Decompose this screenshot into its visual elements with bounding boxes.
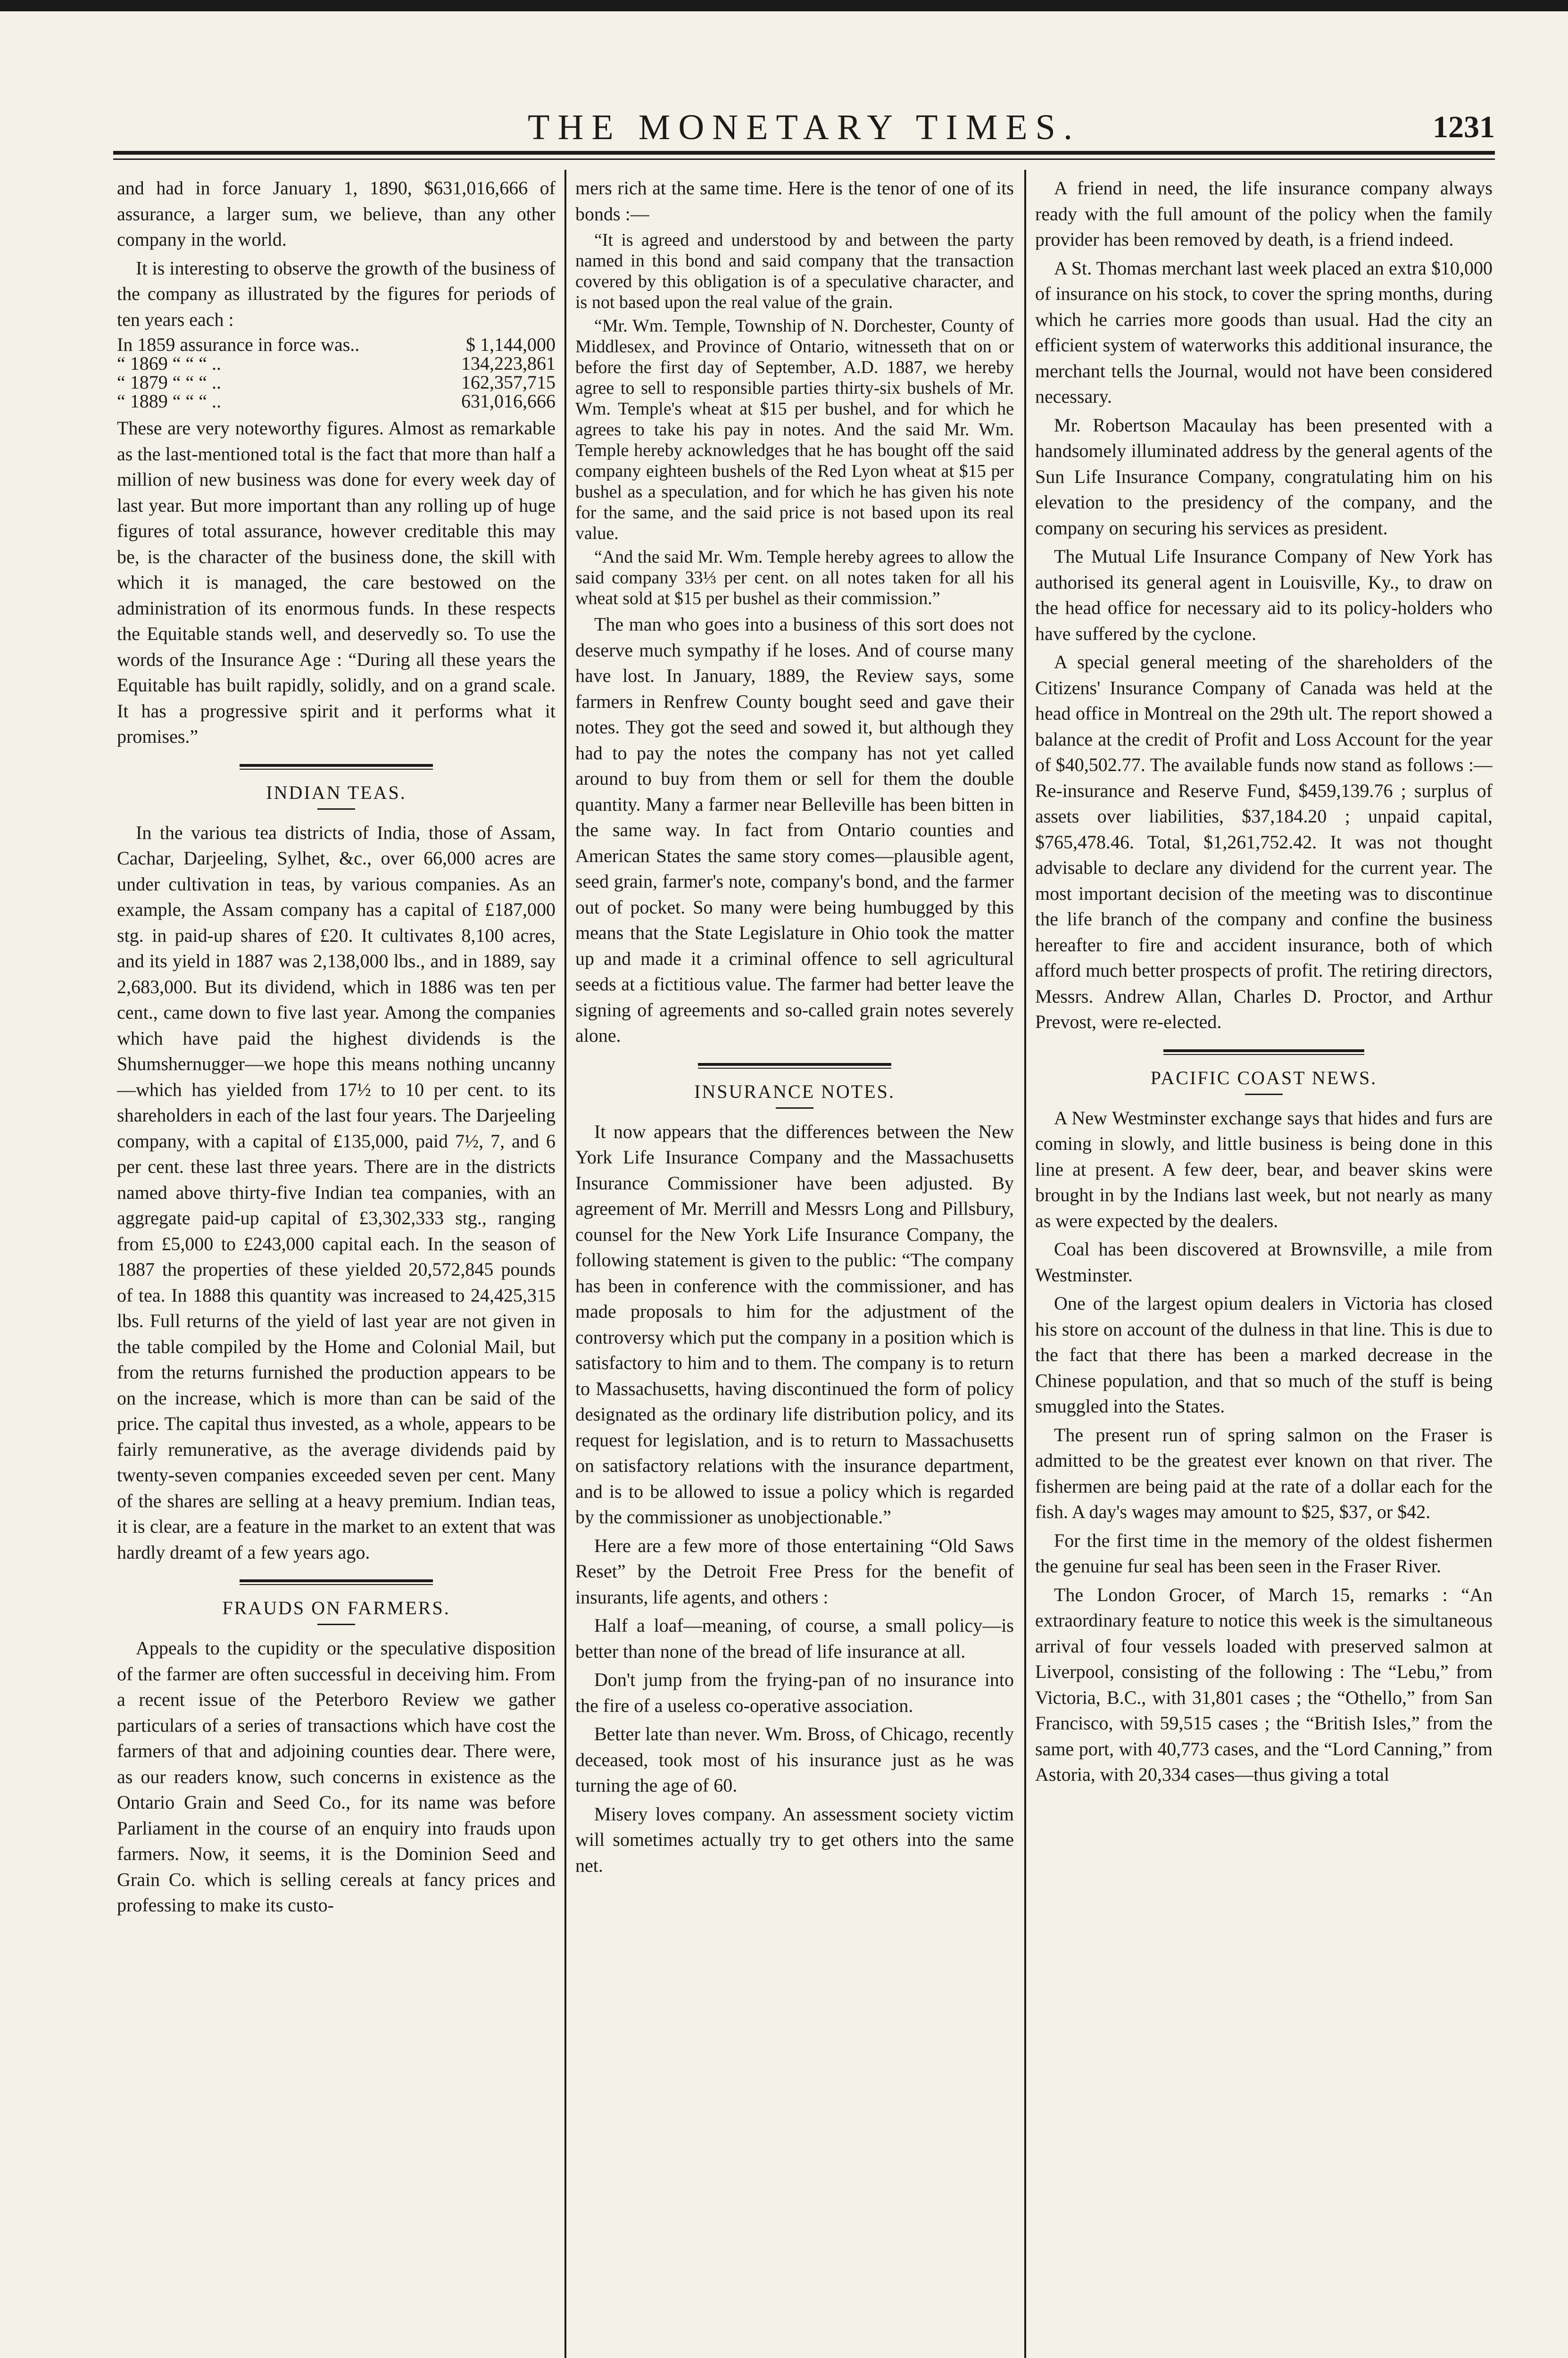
row-value: 631,016,666 bbox=[461, 390, 556, 412]
assurance-growth-table bbox=[117, 335, 556, 411]
column-divider-1 bbox=[564, 170, 566, 2358]
section-heading: INSURANCE NOTES. bbox=[694, 1080, 895, 1102]
article-paragraph: Don't jump from the frying-pan of no insurance into the fire of a useless co-operative association. bbox=[575, 1669, 1014, 1716]
table-row bbox=[117, 373, 556, 392]
heading-dash bbox=[1245, 1094, 1283, 1095]
row-value: $ 1,144,000 bbox=[466, 334, 556, 355]
article-paragraph: In the various tea districts of India, those of Assam, Cachar, Darjeeling, Sylhet, &c., over 66,000 acres are under cultivation in teas, by various companies. As an example, the Assam company has a capital of £187,000 stg. in paid-up shares of £20. It cultivates 8,100 acres, and its yield in 1887 was 2,138,000 lbs., and in 1889, say 2,683,000. But its dividend, which in 1886 was ten per cent., came down to five last year. Among the companies which have paid the highest dividends is the Shumshernugger—we hope this means nothing uncanny—which has yielded from 17½ to 10 per cent. to its shareholders in each of the last four years. The Darjeeling company, with a capital of £135,000, paid 7½, 7, and 6 per cent. these last three years. There are in the districts named above thirty-five Indian tea companies, with an aggregate paid-up capital of £3,302,333 stg., ranging from £5,000 to £243,000 capital each. In the season of 1887 the properties of these yielded 20,572,845 pounds of tea. In 1888 this quantity was increased to 24,425,315 lbs. Full returns of the yield of last year are not given in the table compiled by the Home and Colonial Mail, but from the returns furnished the production appears to be on the increase, which is more than can be said of the price. The capital thus invested, as a whole, appears to be fairly remunerative, as the average dividends paid by twenty-seven companies exceeded seven per cent. Many of the shares are selling at a heavy premium. Indian teas, it is clear, are a feature in the market to an extent that was hardly dreamt of a few years ago. bbox=[117, 822, 556, 1563]
article-paragraph: mers rich at the same time. Here is the tenor of one of its bonds :— bbox=[575, 177, 1014, 224]
article-paragraph: A friend in need, the life insurance company always ready with the full amount of the policy when the family provider has been removed by death, is a friend indeed. bbox=[1035, 177, 1493, 250]
article-paragraph: The Mutual Life Insurance Company of New York has authorised its general agent in Louisville, Ky., to draw on the head office for necessary aid to its policy-holders who have suffered by the cyclone. bbox=[1035, 546, 1493, 644]
header-rule-thin bbox=[113, 158, 1495, 160]
article-paragraph: The man who goes into a business of this sort does not deserve much sympathy if he loses. And of course many have lost. In January, 1889, the Review says, some farmers in Renfrew County bought seed and gave their notes. They got the seed and sowed it, but although they had to pay the notes the company has not yet called around to buy from them or sell for them the double quantity. Many a farmer near Belleville has been bitten in the same way. In fact from Ontario counties and American States the same story comes—plausible agent, seed grain, farmer's note, company's bond, and the farmer out of pocket. So many were being humbugged by this means that the State Legislature in Ohio took the matter up and made it a criminal offence to sell agricultural seeds at a fictitious value. The farmer had better leave the signing of agreements and so-called grain notes severely alone. bbox=[575, 614, 1014, 1046]
article-paragraph: Coal has been discovered at Brownsville, a mile from Westminster. bbox=[1035, 1238, 1493, 1286]
column-3 bbox=[1035, 175, 1493, 2326]
page-number: 1231 bbox=[1433, 110, 1495, 144]
section-separator bbox=[240, 1579, 432, 1585]
bond-quote: “And the said Mr. Wm. Temple hereby agrees to allow the said company 33⅓ per cent. on all notes taken for all his wheat sold at $15 per bushel as their commission.” bbox=[575, 547, 1014, 608]
column-1 bbox=[117, 175, 556, 2326]
article-paragraph: It is interesting to observe the growth of the business of the company as illustrated by the figures for periods of ten years each : bbox=[117, 257, 556, 330]
article-paragraph: One of the largest opium dealers in Victoria has closed his store on account of the dulness in that line. This is due to the fact that there has been a marked decrease in the Chinese population, and that so much of the stuff is being smuggled into the States. bbox=[1035, 1293, 1493, 1417]
article-paragraph: Mr. Robertson Macaulay has been presented with a handsomely illuminated address by the general agents of the Sun Life Insurance Company, congratulating him on his elevation to the presidency of the company, and the company on securing his services as president. bbox=[1035, 414, 1493, 539]
article-paragraph: The present run of spring salmon on the Fraser is admitted to be the greatest ever known on that river. The fishermen are being paid at the rate of a dollar each for the fish. A day's wages may amount to $25, $37, or $42. bbox=[1035, 1424, 1493, 1522]
row-label: “ 1879 “ “ “ .. bbox=[117, 372, 222, 393]
article-paragraph: and had in force January 1, 1890, $631,016,666 of assurance, a larger sum, we believe, than any other company in the world. bbox=[117, 177, 556, 250]
heading-dash bbox=[776, 1107, 813, 1109]
heading-dash bbox=[317, 808, 355, 810]
article-paragraph: For the first time in the memory of the oldest fishermen the genuine fur seal has been seen in the Fraser River. bbox=[1035, 1529, 1493, 1577]
table-row bbox=[117, 335, 556, 354]
masthead: THE MONETARY TIMES. bbox=[528, 108, 1080, 147]
row-value: 162,357,715 bbox=[461, 372, 556, 393]
column-2 bbox=[575, 175, 1014, 2326]
header-rule-thick bbox=[113, 151, 1495, 155]
section-separator bbox=[240, 764, 432, 770]
bond-quote: “It is agreed and understood by and between the party named in this bond and said company that the transaction covered by this obligation is of a speculative character, and is not based upon the real value of the grain. bbox=[575, 230, 1014, 312]
article-paragraph: Appeals to the cupidity or the speculative disposition of the farmer are often successful in deceiving him. From a recent issue of the Peterboro Review we gather particulars of a series of transactions which have cost the farmers of that and adjoining counties dear. There were, as our readers know, such concerns in existence as the Ontario Grain and Seed Co., for its name was before Parliament in the course of an enquiry into frauds upon farmers. Now, it seems, it is the Dominion Seed and Grain Co. which is selling cereals at fancy prices and professing to make its custo- bbox=[117, 1637, 556, 1916]
table-row bbox=[117, 392, 556, 411]
section-heading: PACIFIC COAST NEWS. bbox=[1150, 1067, 1377, 1088]
article-paragraph: The London Grocer, of March 15, remarks : “An extraordinary feature to notice this week is the simultaneous arrival of four vessels loaded with preserved salmon at Liverpool, consisting of the following : The “Lebu,” from Victoria, B.C., with 31,801 cases ; the “Othello,” from San Francisco, with 59,515 cases ; the “British Isles,” from the same port, with 40,773 cases, and the “Lord Canning,” from Astoria, with 20,334 cases—thus giving a total bbox=[1035, 1584, 1493, 1785]
article-paragraph: A special general meeting of the shareholders of the Citizens' Insurance Company of Canada was held at the head office in Montreal on the 29th ult. The report showed a balance at the credit of Profit and Loss Account for the year of $40,502.77. The available funds now stand as follows :—Re-insurance and Reserve Fund, $459,139.76 ; surplus of assets over liabilities, $37,184.20 ; unpaid capital, $765,478.46. Total, $1,261,752.42. It was not thought advisable to declare any dividend for the current year. The most important decision of the meeting was to discontinue the life branch of the company and confine the business hereafter to fire and accident insurance, both of which afford much better prospects of profit. The retiring directors, Messrs. Andrew Allan, Charles D. Proctor, and Arthur Prevost, were re-elected. bbox=[1035, 651, 1493, 1032]
section-heading: INDIAN TEAS. bbox=[266, 781, 407, 803]
article-paragraph: A St. Thomas merchant last week placed an extra $10,000 of insurance on his stock, to cover the spring months, during which he carries more goods than usual. Had the city an efficient system of waterworks this additional insurance, the merchant tells the Journal, would not have been considered necessary. bbox=[1035, 257, 1493, 407]
article-paragraph: Misery loves company. An assessment society victim will sometimes actually try to get others into the same net. bbox=[575, 1803, 1014, 1876]
article-paragraph: Better late than never. Wm. Bross, of Chicago, recently deceased, took most of his insurance just as he was turning the age of 60. bbox=[575, 1723, 1014, 1796]
bond-quote: “Mr. Wm. Temple, Township of N. Dorchester, County of Middlesex, and Province of Ontario, witnesseth that on or before the first day of September, A.D. 1887, we hereby agree to sell to responsible parties thirty-six bushels of Mr. Wm. Temple's wheat at $15 per bushel, and for which he agrees to take his pay in notes. And the said Mr. Wm. Temple hereby acknowledges that he has bought off the said company eighteen bushels of the Red Lyon wheat at $15 per bushel as a speculation, and for which he has given his note for the same, and the said price is not based upon its real value. bbox=[575, 316, 1014, 543]
row-label: “ 1869 “ “ “ .. bbox=[117, 353, 222, 374]
article-paragraph: These are very noteworthy figures. Almost as remarkable as the last-mentioned total is the fact that more than half a million of new business was done for every week day of last year. But more important than any rolling up of huge figures of total assurance, however creditable this may be, is the character of the business done, the skill with which it is managed, the care bestowed on the administration of its enormous funds. In these respects the Equitable stands well, and deservedly so. To use the words of the Insurance Age : “During all these years the Equitable has built rapidly, solidly, and on a grand scale. It has a progressive spirit and it performs what it promises.” bbox=[117, 417, 556, 747]
table-row bbox=[117, 354, 556, 373]
section-separator bbox=[1163, 1049, 1365, 1055]
row-value: 134,223,861 bbox=[461, 353, 556, 374]
article-paragraph: Half a loaf—meaning, of course, a small policy—is better than none of the bread of life insurance at all. bbox=[575, 1615, 1014, 1662]
page-header bbox=[113, 104, 1495, 151]
heading-dash bbox=[317, 1624, 355, 1625]
article-paragraph: It now appears that the differences between the New York Life Insurance Company and the Massachusetts Insurance Commissioner have been adjusted. By agreement of Mr. Merrill and Messrs Long and Pillsbury, counsel for the New York Life Insurance Company, the following statement is given to the public: “The company has been in conference with the commissioner, and has made proposals to him for the adjustment of the controversy which put the company in a position which is satisfactory to him and to them. The company is to return to Massachusetts, having discontinued the form of policy designated as the ordinary life distribution policy, and its request for legislation, and is to return to Massachusetts on satisfactory relations with the insurance department, and is to be allowed to issue a policy which is regarded by the commissioner as unobjectionable.” bbox=[575, 1121, 1014, 1528]
row-label: “ 1889 “ “ “ .. bbox=[117, 390, 222, 412]
article-paragraph: Here are a few more of those entertaining “Old Saws Reset” by the Detroit Free Press for the benefit of insurants, life agents, and others : bbox=[575, 1535, 1014, 1608]
section-separator bbox=[698, 1063, 891, 1069]
section-heading: FRAUDS ON FARMERS. bbox=[222, 1597, 450, 1619]
page-top-edge bbox=[0, 0, 1568, 11]
row-label: In 1859 assurance in force was.. bbox=[117, 334, 360, 355]
column-divider-2 bbox=[1024, 170, 1026, 2358]
article-paragraph: A New Westminster exchange says that hides and furs are coming in slowly, and little business is being done in this line at present. A few deer, bear, and beaver skins were brought in by the Indians last week, but not nearly as many as were expected by the dealers. bbox=[1035, 1107, 1493, 1231]
